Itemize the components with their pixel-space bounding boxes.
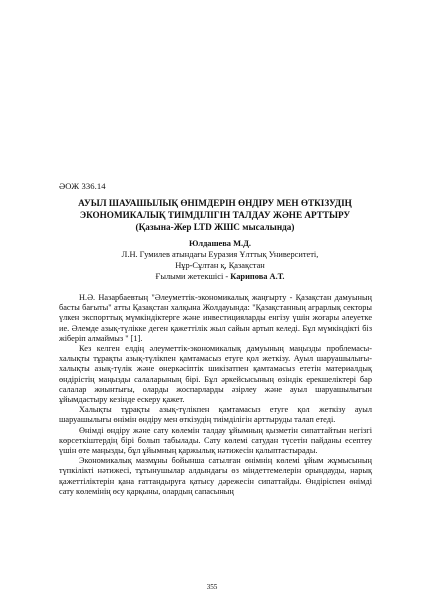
body-paragraph: Экономикалық мазмұны бойынша сатылған өнімнің көлемі ұйым жұмысының түпкілікті нәтижесі, тұтынушылар алдындағы өз міндеттемелерін орындауды, нарық қажеттіліктерін қана ғаттандыруға қатысу дәрежесін сипаттайды. Өндіріспен өнімді сату көлемінің өсу қарқыны, олардың сапасының (59, 456, 372, 496)
supervisor-line (100, 271, 340, 282)
title-line-2: ЭКОНОМИКАЛЫҚ ТИІМДІЛІГІН ТАЛДАУ ЖӘНЕ АРТТЫРУ (79, 209, 351, 220)
title-line-1: АУЫЛ ШАУАШЫЛЫҚ ӨНІМДЕРІН ӨНДІРУ МЕН ӨТКІЗУДІҢ (78, 198, 352, 208)
body-paragraph: Н.Ә. Назарбаевтың "Әлеуметтік-экономикалық жаңғырту - Қазақстан дамуының басты бағыты" атты Қазақстан халқына Жолдауында: "Қазақстанның аграрлық секторы үлкен экспорттық мүмкіндіктерге және инвестицияларды енгізу үшін жоғары әлеуетке ие. Әлемде азық-түлікке деген қажеттілік жыл сайын артып келеді. Бұл мүмкіндікті біз жіберіп алмаймыз " [1]. (59, 293, 372, 343)
supervisor-name: Карипова А.Т. (230, 272, 285, 281)
body-paragraph: Кез келген елдің әлеуметтік-экономикалық дамуының маңызды проблемасы-халықты тұрақты азық-түлікпен қамтамасыз етуге қол жеткізу. Ауыл шаруашылығы-халықты азық-түлік және өнеркәсіптік шикізатпен қамтамасыз ететін материалдық өндірістің маңызды салаларының бірі. Бұл әркейсысының өзіндік ерекшеліктері бар салалар жиынтығы, оларды жоспарларды әзірлеу және ауыл шаруашылығын ұйымдастыру кезінде ескеру қажет. (59, 344, 372, 405)
supervisor-label: Ғылыми жетекшісі - (155, 272, 231, 281)
page-number: 355 (206, 583, 218, 591)
body-paragraph: Халықты тұрақты азық-түлікпен қамтамасыз етуге қол жеткізу ауыл шаруашылығы өнімін өндіру мен өткізудің тиімділігін арттыруды талап етеді. (59, 405, 372, 425)
article-title (40, 198, 390, 233)
body-paragraph: Өнімді өндіру және сату көлемін талдау ұйымның қызметін сипаттайтын негізгі көрсеткіштердің бірі болып табылады. Сату көлемі сатудан түсетін пайданы есептеу үшін өте маңызды, бұл ұйымның қаржылық нәтижесін қалыптастырады. (59, 425, 372, 456)
author-name: Юлдашева М.Д. (189, 239, 251, 248)
author-city: Нұр-Сұлтан қ, Қазақстан (175, 261, 265, 270)
author-block (100, 238, 340, 282)
title-subtitle: (Қазына-Жер LTD ЖШС мысалында) (135, 221, 295, 232)
udc-code: ӘОЖ 336.14 (59, 181, 106, 191)
author-affiliation: Л.Н. Гумилев атындағы Еуразия Ұлттық Университеті, (121, 250, 319, 259)
article-body (59, 293, 372, 497)
